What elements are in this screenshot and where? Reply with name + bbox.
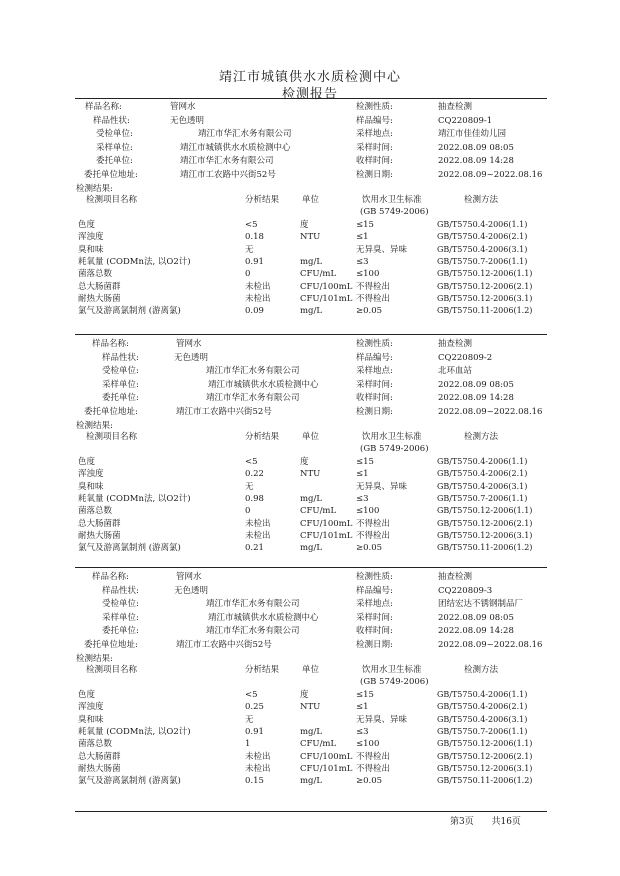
item-standard: ≤15 — [356, 457, 374, 467]
item-standard: ≤100 — [356, 506, 380, 517]
item-result: 0.21 — [245, 543, 264, 554]
item-result: 未检出 — [245, 293, 271, 304]
item-method: GB/T5750.12-2006(2.1) — [437, 751, 533, 761]
col-header-result: 分析结果 — [245, 432, 280, 442]
item-standard: 不得检出 — [356, 530, 391, 541]
item-unit: mg/L — [300, 726, 323, 737]
label-commissioned-unit: 受检单位: — [102, 366, 139, 377]
value-sampling-unit: 靖江市城镇供水水质检测中心 — [180, 142, 291, 153]
item-result: 0.25 — [245, 702, 264, 713]
item-method: GB/T5750.12-2006(2.1) — [437, 518, 533, 528]
value-test-nature: 抽查检测 — [438, 339, 473, 349]
col-header-method: 检测方法 — [464, 195, 499, 205]
value-client-address: 靖江市工农路中兴街52号 — [176, 407, 272, 417]
report-org-title: 靖江市城镇供水水质检测中心 — [218, 70, 401, 85]
item-name: 耐热大肠菌 — [78, 293, 121, 304]
item-name: 色度 — [78, 220, 96, 230]
value-client-address: 靖江市工农路中兴街52号 — [176, 640, 272, 650]
item-standard: ≤15 — [356, 690, 374, 700]
item-result: 0.91 — [245, 256, 264, 267]
item-result: 0.18 — [245, 232, 264, 243]
item-unit: CFU/101mL — [300, 530, 353, 541]
header-divider — [75, 98, 547, 99]
value-sample-name: 管网水 — [176, 339, 202, 349]
label-test-date: 检测日期: — [356, 407, 393, 417]
label-sampling-time: 采样时间: — [356, 612, 393, 623]
item-standard: 无异臭、异味 — [356, 714, 408, 725]
item-standard: ≤3 — [356, 256, 369, 267]
item-method: GB/T5750.12-2006(2.1) — [437, 281, 533, 291]
label-test-date: 检测日期: — [356, 640, 393, 650]
item-method: GB/T5750.4-2006(1.1) — [437, 220, 528, 229]
label-sample-no: 样品编号: — [356, 115, 393, 126]
value-sampling-unit: 靖江市城镇供水水质检测中心 — [208, 379, 319, 390]
item-method: GB/T5750.7-2006(1.1) — [437, 726, 528, 736]
col-header-standard-sub: (GB 5749-2006) — [360, 207, 429, 217]
item-name: 耗氧量 (CODMn法, 以O2计) — [78, 726, 191, 737]
item-result: 0 — [245, 269, 251, 280]
item-unit: CFU/100mL — [300, 281, 353, 292]
item-name: 臭和味 — [78, 481, 104, 492]
label-sample-name: 样品名称: — [92, 572, 129, 582]
item-standard: ≤100 — [356, 269, 380, 280]
item-method: GB/T5750.7-2006(1.1) — [437, 493, 528, 503]
item-name: 浑浊度 — [78, 469, 104, 480]
item-method: GB/T5750.4-2006(2.1) — [437, 469, 528, 479]
results-heading: 检测结果: — [76, 421, 113, 431]
item-unit: 度 — [300, 690, 309, 700]
item-unit: mg/L — [300, 306, 323, 317]
item-standard: 不得检出 — [356, 763, 391, 774]
value-test-nature: 抽查检测 — [438, 572, 473, 582]
item-method: GB/T5750.12-2006(3.1) — [437, 293, 533, 303]
value-client-address: 靖江市工农路中兴街52号 — [180, 170, 276, 180]
item-name: 氯气及游离氯制剂 (游离氯) — [78, 543, 181, 554]
item-standard: 无异臭、异味 — [356, 244, 408, 255]
item-name: 色度 — [78, 457, 96, 467]
item-method: GB/T5750.12-2006(3.1) — [437, 763, 533, 773]
item-result: 0.22 — [245, 469, 264, 480]
page-total: 共16页 — [491, 817, 521, 827]
label-sampling-unit: 采样单位: — [96, 142, 133, 153]
value-sample-state: 无色透明 — [170, 115, 205, 126]
value-commissioned-unit: 靖江市华汇水务有限公司 — [198, 129, 292, 140]
value-client-unit: 靖江市华汇水务有限公司 — [206, 393, 300, 404]
item-unit: CFU/100mL — [300, 751, 353, 762]
item-name: 总大肠菌群 — [78, 518, 121, 529]
item-method: GB/T5750.11-2006(1.2) — [437, 543, 533, 553]
item-result: 0.09 — [245, 306, 264, 317]
footer-divider — [75, 811, 547, 812]
item-unit: CFU/101mL — [300, 763, 353, 774]
value-sample-no: CQ220809-3 — [438, 585, 493, 596]
item-standard: ≤15 — [356, 220, 374, 230]
item-name: 菌落总数 — [78, 269, 113, 280]
value-sampling-time: 2022.08.09 08:05 — [438, 379, 514, 390]
label-sample-name: 样品名称: — [92, 339, 129, 349]
label-client-unit: 委托单位: — [96, 156, 133, 167]
item-name: 氯气及游离氯制剂 (游离氯) — [78, 306, 181, 317]
item-standard: ≤1 — [356, 702, 369, 713]
value-sampling-site: 北环血站 — [438, 366, 473, 377]
item-method: GB/T5750.4-2006(1.1) — [437, 690, 528, 699]
value-commissioned-unit: 靖江市华汇水务有限公司 — [206, 599, 300, 610]
item-unit: 度 — [300, 220, 309, 230]
item-name: 色度 — [78, 690, 96, 700]
label-sample-state: 样品性状: — [93, 115, 130, 126]
col-header-result: 分析结果 — [245, 665, 280, 675]
item-result: 0 — [245, 506, 251, 517]
value-client-unit: 靖江市华汇水务有限公司 — [206, 626, 300, 637]
value-sample-name: 管网水 — [176, 572, 202, 582]
value-commissioned-unit: 靖江市华汇水务有限公司 — [206, 366, 300, 377]
item-name: 耗氧量 (CODMn法, 以O2计) — [78, 256, 191, 267]
label-receipt-time: 收样时间: — [356, 626, 393, 637]
item-method: GB/T5750.11-2006(1.2) — [437, 306, 533, 316]
item-method: GB/T5750.4-2006(3.1) — [437, 481, 528, 491]
label-receipt-time: 收样时间: — [356, 156, 393, 167]
label-sampling-site: 采样地点: — [356, 599, 393, 610]
item-standard: 无异臭、异味 — [356, 481, 408, 492]
value-sampling-site: 团结宏达不锈钢制品厂 — [438, 599, 524, 610]
item-name: 浑浊度 — [78, 232, 104, 243]
value-sampling-time: 2022.08.09 08:05 — [438, 612, 514, 623]
item-standard: 不得检出 — [356, 281, 391, 292]
item-name: 臭和味 — [78, 714, 104, 725]
item-method: GB/T5750.4-2006(2.1) — [437, 702, 528, 712]
col-header-standard-sub: (GB 5749-2006) — [360, 444, 429, 454]
item-standard: ≥0.05 — [356, 543, 383, 554]
item-name: 臭和味 — [78, 244, 104, 255]
item-method: GB/T5750.7-2006(1.1) — [437, 256, 528, 266]
page-number: 第3页 — [450, 817, 474, 827]
item-name: 氯气及游离氯制剂 (游离氯) — [78, 776, 181, 787]
item-standard: 不得检出 — [356, 751, 391, 762]
item-method: GB/T5750.12-2006(1.1) — [437, 506, 533, 516]
label-test-nature: 检测性质: — [356, 102, 393, 112]
label-test-nature: 检测性质: — [356, 339, 393, 349]
item-unit: mg/L — [300, 256, 323, 267]
item-result: <5 — [245, 690, 258, 700]
label-sampling-site: 采样地点: — [356, 366, 393, 377]
item-unit: CFU/mL — [300, 739, 337, 750]
sample-divider-2 — [75, 567, 547, 568]
item-method: GB/T5750.12-2006(1.1) — [437, 739, 533, 749]
value-sample-no: CQ220809-1 — [438, 115, 493, 126]
item-standard: ≥0.05 — [356, 306, 383, 317]
item-result: 1 — [245, 739, 251, 750]
item-result: 0.91 — [245, 726, 264, 737]
item-unit: CFU/mL — [300, 506, 337, 517]
label-sampling-time: 采样时间: — [356, 379, 393, 390]
item-name: 耐热大肠菌 — [78, 763, 121, 774]
value-sampling-time: 2022.08.09 08:05 — [438, 142, 514, 153]
item-result: 未检出 — [245, 530, 271, 541]
label-sampling-unit: 采样单位: — [102, 379, 139, 390]
value-test-date: 2022.08.09~2022.08.16 — [438, 407, 543, 417]
value-test-date: 2022.08.09~2022.08.16 — [438, 640, 543, 650]
item-method: GB/T5750.4-2006(1.1) — [437, 457, 528, 466]
item-method: GB/T5750.4-2006(2.1) — [437, 232, 528, 242]
item-result: 未检出 — [245, 518, 271, 529]
label-client-unit: 委托单位: — [102, 393, 139, 404]
item-result: <5 — [245, 457, 258, 467]
label-sampling-site: 采样地点: — [356, 129, 393, 140]
label-sampling-time: 采样时间: — [356, 142, 393, 153]
item-method: GB/T5750.4-2006(3.1) — [437, 714, 528, 724]
value-receipt-time: 2022.08.09 14:28 — [438, 393, 514, 404]
item-unit: NTU — [300, 702, 321, 713]
value-sample-no: CQ220809-2 — [438, 352, 493, 363]
item-name: 总大肠菌群 — [78, 281, 121, 292]
item-unit: mg/L — [300, 493, 323, 504]
item-name: 总大肠菌群 — [78, 751, 121, 762]
item-standard: ≤1 — [356, 469, 369, 480]
item-result: <5 — [245, 220, 258, 230]
item-method: GB/T5750.4-2006(3.1) — [437, 244, 528, 254]
col-header-method: 检测方法 — [464, 432, 499, 442]
label-sample-state: 样品性状: — [102, 585, 139, 596]
item-result: 无 — [245, 244, 254, 255]
label-test-date: 检测日期: — [356, 170, 393, 180]
item-name: 浑浊度 — [78, 702, 104, 713]
item-standard: ≤100 — [356, 739, 380, 750]
item-standard: ≤1 — [356, 232, 369, 243]
label-sample-no: 样品编号: — [356, 352, 393, 363]
item-unit: CFU/mL — [300, 269, 337, 280]
col-header-unit: 单位 — [302, 195, 320, 205]
value-receipt-time: 2022.08.09 14:28 — [438, 626, 514, 637]
item-name: 耐热大肠菌 — [78, 530, 121, 541]
col-header-standard: 饮用水卫生标准 — [362, 432, 422, 442]
label-sample-name: 样品名称: — [85, 102, 122, 112]
item-name: 耗氧量 (CODMn法, 以O2计) — [78, 493, 191, 504]
label-sample-no: 样品编号: — [356, 585, 393, 596]
item-standard: 不得检出 — [356, 293, 391, 304]
value-sampling-unit: 靖江市城镇供水水质检测中心 — [208, 612, 319, 623]
col-header-item: 检测项目名称 — [86, 665, 138, 675]
value-receipt-time: 2022.08.09 14:28 — [438, 156, 514, 167]
value-client-unit: 靖江市华汇水务有限公司 — [180, 156, 274, 167]
report-subtitle: 检测报告 — [281, 87, 338, 102]
item-unit: mg/L — [300, 776, 323, 787]
value-sampling-site: 靖江市佳佳幼儿园 — [438, 129, 507, 140]
col-header-standard-sub: (GB 5749-2006) — [360, 677, 429, 687]
label-client-address: 委托单位地址: — [84, 407, 138, 417]
label-sampling-unit: 采样单位: — [102, 612, 139, 623]
label-test-nature: 检测性质: — [356, 572, 393, 582]
page-footer — [450, 814, 521, 827]
item-standard: ≤3 — [356, 726, 369, 737]
item-result: 无 — [245, 714, 254, 725]
item-unit: mg/L — [300, 543, 323, 554]
value-sample-state: 无色透明 — [174, 585, 209, 596]
item-unit: CFU/101mL — [300, 293, 353, 304]
label-sample-state: 样品性状: — [102, 352, 139, 363]
col-header-unit: 单位 — [302, 665, 320, 675]
sample-divider-1 — [75, 334, 547, 335]
item-method: GB/T5750.12-2006(1.1) — [437, 269, 533, 279]
label-commissioned-unit: 受检单位: — [96, 129, 133, 140]
col-header-result: 分析结果 — [245, 195, 280, 205]
item-method: GB/T5750.11-2006(1.2) — [437, 776, 533, 786]
item-standard: 不得检出 — [356, 518, 391, 529]
item-standard: ≤3 — [356, 493, 369, 504]
label-client-address: 委托单位地址: — [84, 640, 138, 650]
label-client-address: 委托单位地址: — [84, 170, 138, 180]
value-sample-state: 无色透明 — [174, 352, 209, 363]
item-method: GB/T5750.12-2006(3.1) — [437, 530, 533, 540]
item-result: 未检出 — [245, 281, 271, 292]
col-header-standard: 饮用水卫生标准 — [362, 665, 422, 675]
item-unit: NTU — [300, 232, 321, 243]
item-result: 0.15 — [245, 776, 264, 787]
item-unit: 度 — [300, 457, 309, 467]
col-header-item: 检测项目名称 — [86, 195, 138, 205]
item-result: 无 — [245, 481, 254, 492]
label-client-unit: 委托单位: — [102, 626, 139, 637]
label-receipt-time: 收样时间: — [356, 393, 393, 404]
value-test-date: 2022.08.09~2022.08.16 — [438, 170, 543, 180]
value-sample-name: 管网水 — [170, 102, 196, 112]
item-result: 未检出 — [245, 763, 271, 774]
item-name: 菌落总数 — [78, 506, 113, 517]
results-heading: 检测结果: — [76, 184, 113, 194]
item-result: 未检出 — [245, 751, 271, 762]
item-unit: NTU — [300, 469, 321, 480]
item-name: 菌落总数 — [78, 739, 113, 750]
value-test-nature: 抽查检测 — [438, 102, 473, 112]
item-standard: ≥0.05 — [356, 776, 383, 787]
col-header-standard: 饮用水卫生标准 — [362, 195, 422, 205]
col-header-method: 检测方法 — [464, 665, 499, 675]
col-header-unit: 单位 — [302, 432, 320, 442]
item-result: 0.98 — [245, 493, 264, 504]
label-commissioned-unit: 受检单位: — [102, 599, 139, 610]
col-header-item: 检测项目名称 — [86, 432, 138, 442]
results-heading: 检测结果: — [76, 654, 113, 664]
item-unit: CFU/100mL — [300, 518, 353, 529]
